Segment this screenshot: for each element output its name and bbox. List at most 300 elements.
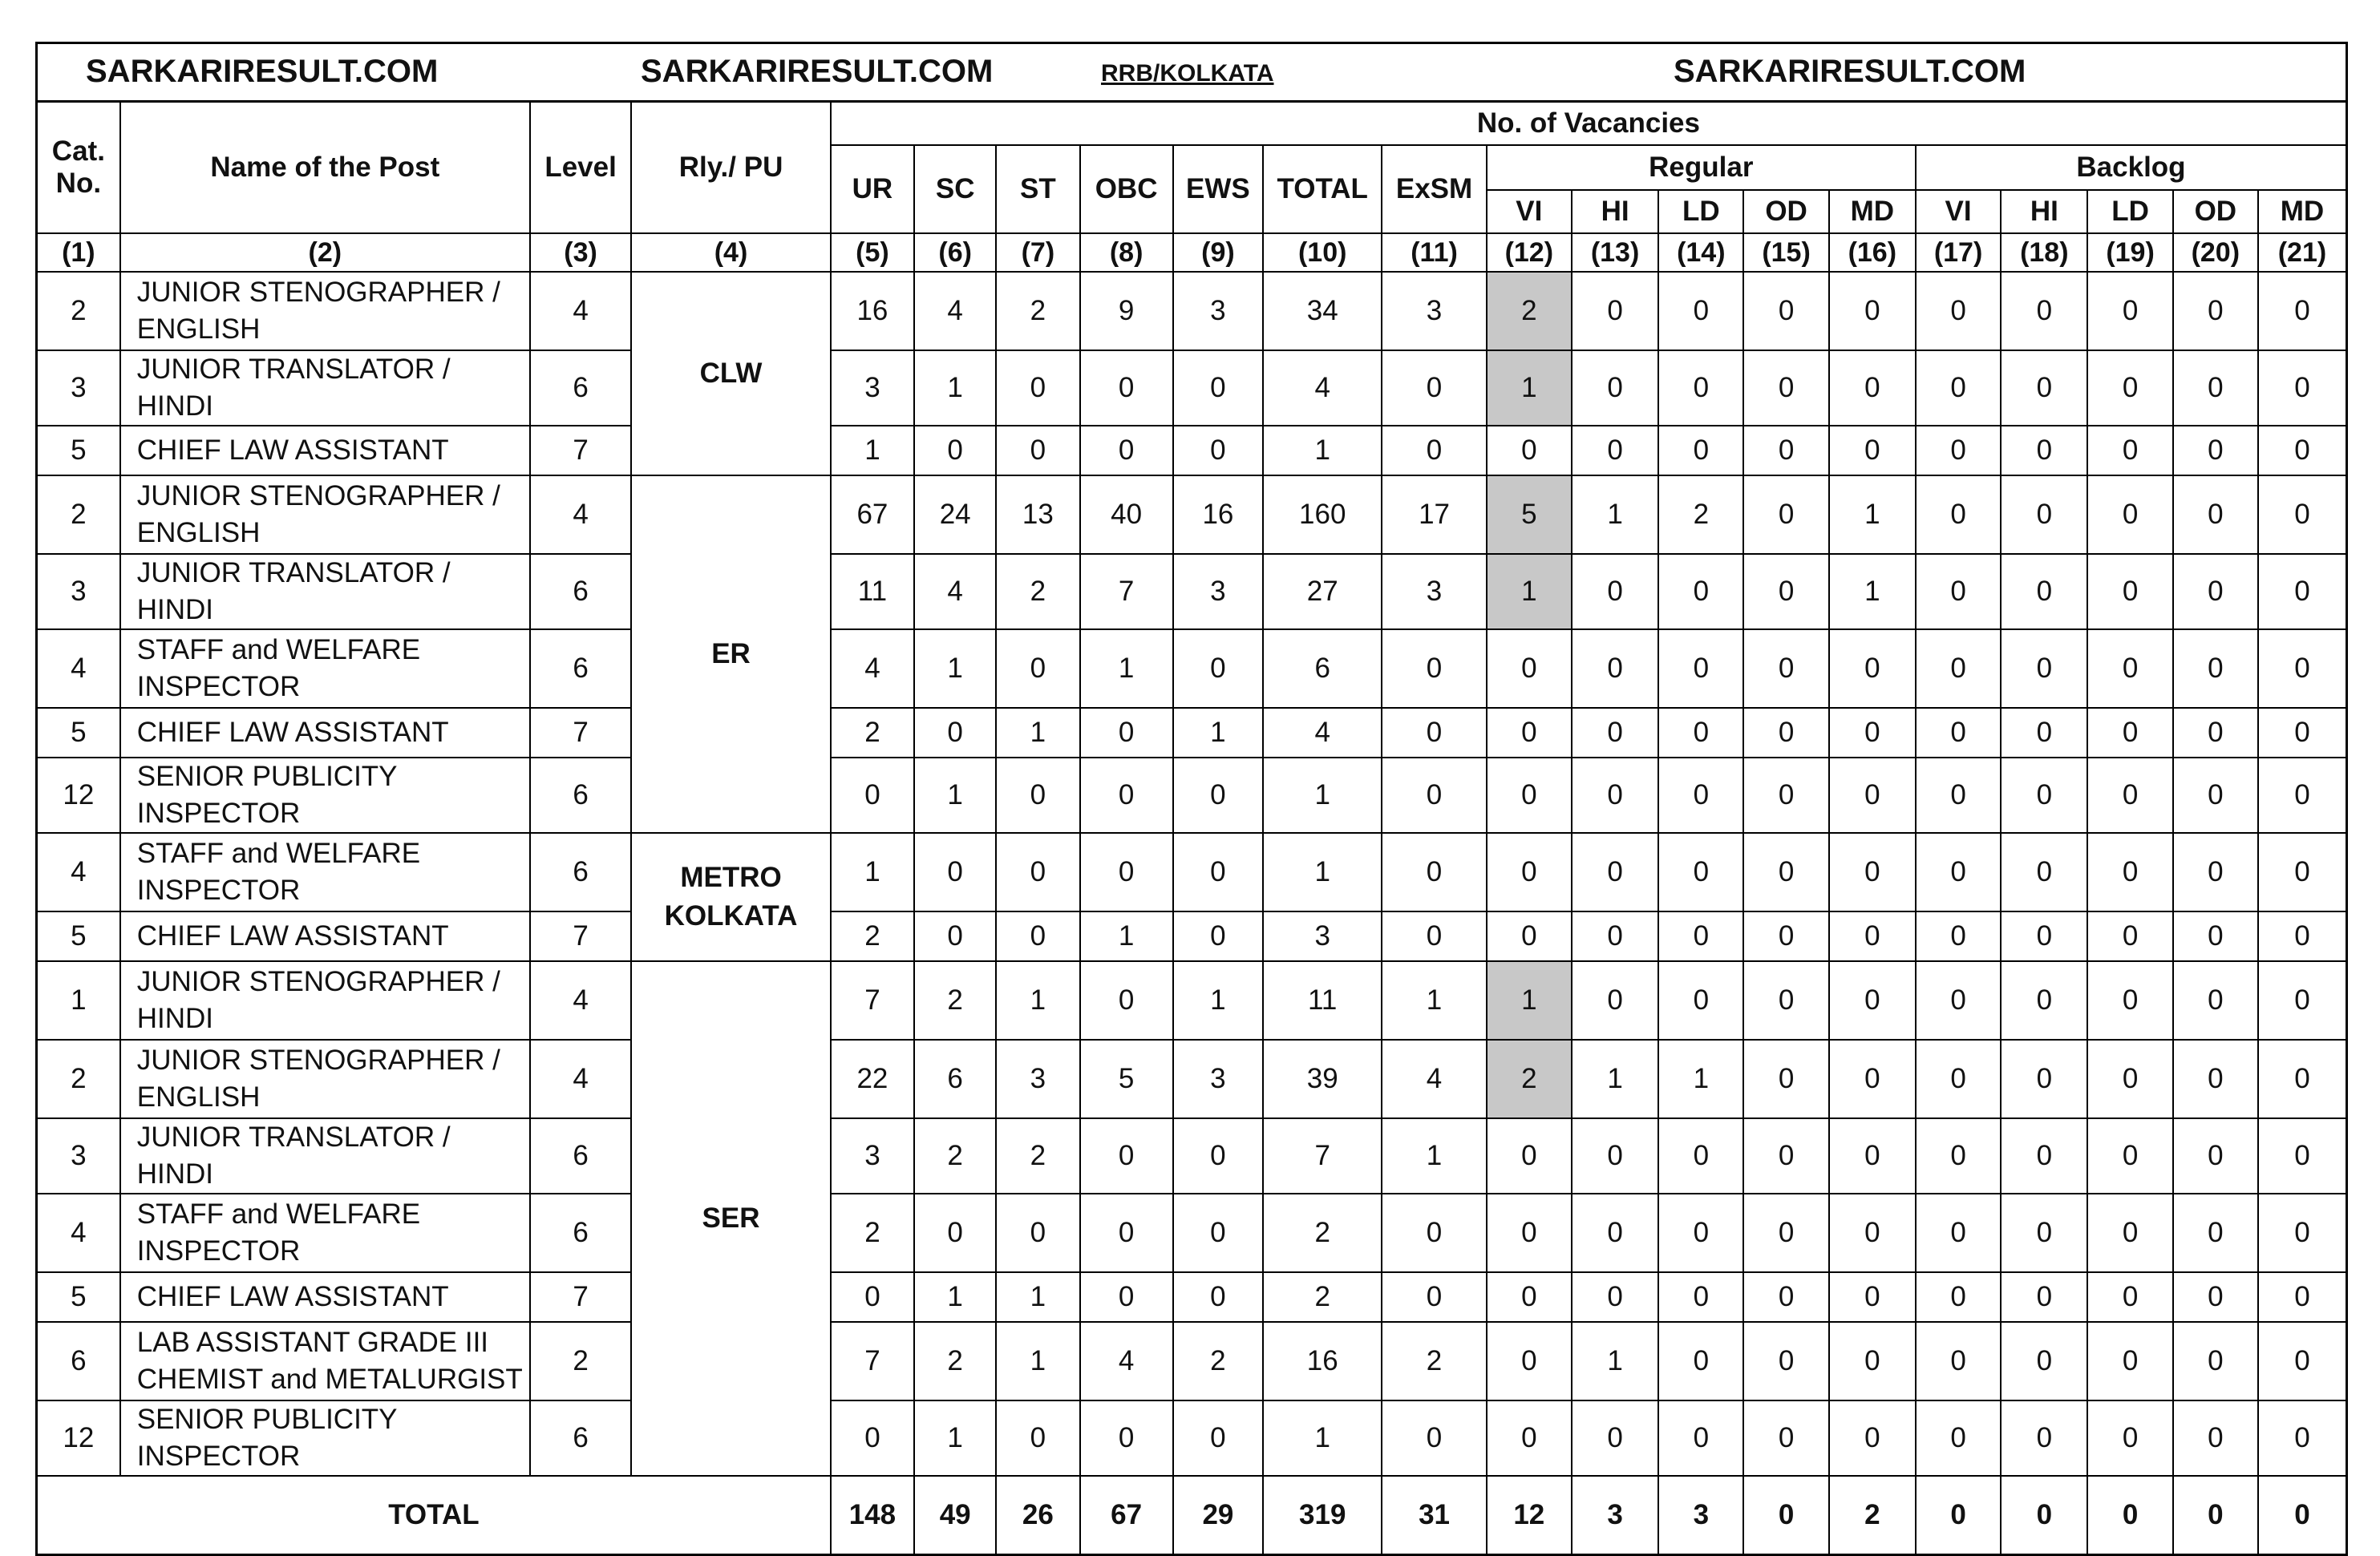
vacancy-cell: 0 [1916,758,2001,833]
cat-no-cell: 5 [37,426,120,475]
vacancy-cell: 0 [1173,350,1263,426]
vacancy-cell: 0 [2087,961,2172,1040]
vacancy-cell: 0 [1658,833,1743,911]
column-index: (3) [530,233,631,272]
post-name-cell: STAFF and WELFARE INSPECTOR [120,629,530,708]
cat-no-cell: 5 [37,1272,120,1322]
vacancy-cell: 0 [2258,272,2347,350]
vacancy-cell: 0 [1572,629,1658,708]
level-cell: 6 [530,1194,631,1272]
cat-no-cell: 4 [37,629,120,708]
vacancy-cell: 0 [2258,1040,2347,1118]
table-row [37,1194,2347,1272]
vacancy-cell: 1 [1658,1040,1743,1118]
vacancy-cell: 0 [1743,1040,1828,1118]
vacancy-cell: 0 [1829,833,1916,911]
vacancy-cell: 0 [2001,1272,2087,1322]
vacancy-cell: 0 [2001,1194,2087,1272]
post-name-cell: JUNIOR STENOGRAPHER / HINDI [120,961,530,1040]
vacancy-cell: 0 [2087,272,2172,350]
vacancy-cell: 0 [2001,350,2087,426]
total-label: TOTAL [37,1476,831,1555]
vacancy-cell: 1 [1263,1400,1382,1476]
vacancy-cell: 0 [1829,961,1916,1040]
total-cell: 67 [1080,1476,1173,1555]
vacancy-sheet [35,42,2348,1556]
vacancy-cell: 0 [1487,758,1572,833]
vacancy-cell: 0 [1173,911,1263,961]
vacancy-cell: 0 [1829,1400,1916,1476]
vacancy-cell: 0 [1572,758,1658,833]
vacancy-cell: 0 [2173,1040,2258,1118]
vacancy-cell: 0 [2087,554,2172,629]
total-cell: 3 [1658,1476,1743,1555]
vacancy-cell: 0 [1382,1400,1486,1476]
vacancy-cell: 0 [2258,1322,2347,1400]
vacancy-cell: 0 [1572,961,1658,1040]
vacancy-cell: 0 [2258,1272,2347,1322]
vacancy-cell: 2 [1263,1272,1382,1322]
vacancy-cell: 0 [1080,758,1173,833]
vacancy-cell: 0 [1080,426,1173,475]
vacancy-cell: 0 [1829,1272,1916,1322]
vacancy-cell: 2 [831,1194,914,1272]
vacancy-cell: 0 [2173,961,2258,1040]
vacancy-cell: 0 [1743,1194,1828,1272]
vacancy-cell: 0 [1829,426,1916,475]
vacancy-cell: 0 [1829,1040,1916,1118]
col-cat-no: Cat. No. [37,102,120,234]
vacancy-cell: 0 [1916,629,2001,708]
vacancy-cell: 0 [1743,1322,1828,1400]
col-sub-md: MD [1829,190,1916,233]
vacancy-cell: 0 [1382,758,1486,833]
cat-no-cell: 6 [37,1322,120,1400]
vacancy-cell: 0 [2173,911,2258,961]
vacancy-cell: 39 [1263,1040,1382,1118]
railway-cell: METRO KOLKATA [631,833,831,961]
vacancy-cell: 0 [1829,1322,1916,1400]
vacancy-cell: 7 [831,961,914,1040]
vacancy-cell: 3 [996,1040,1079,1118]
vacancy-cell: 0 [1916,554,2001,629]
column-index: (14) [1658,233,1743,272]
vacancy-cell: 0 [1658,708,1743,758]
table-row [37,1322,2347,1400]
vacancy-cell: 0 [996,426,1079,475]
vacancy-cell: 0 [1916,1118,2001,1194]
vacancy-cell: 1 [996,1272,1079,1322]
vacancy-cell: 1 [831,426,914,475]
vacancy-cell: 1 [1487,554,1572,629]
vacancy-cell: 2 [831,911,914,961]
vacancy-cell: 2 [1382,1322,1486,1400]
vacancy-cell: 0 [1743,426,1828,475]
post-name-cell: CHIEF LAW ASSISTANT [120,1272,530,1322]
vacancy-cell: 0 [1487,1322,1572,1400]
vacancy-cell: 0 [1658,426,1743,475]
vacancy-cell: 0 [2001,708,2087,758]
vacancy-cell: 4 [1382,1040,1486,1118]
brand-left: SARKARIRESULT.COM [86,54,439,89]
col-sub-ld: LD [1658,190,1743,233]
post-name-cell: JUNIOR TRANSLATOR / HINDI [120,1118,530,1194]
column-index: (9) [1173,233,1263,272]
vacancy-cell: 0 [1658,1400,1743,1476]
col-ur: UR [831,145,914,233]
vacancy-cell: 0 [1080,833,1173,911]
level-cell: 2 [530,1322,631,1400]
col-st: ST [996,145,1079,233]
vacancy-cell: 0 [1173,833,1263,911]
cat-no-cell: 12 [37,758,120,833]
vacancy-cell: 0 [1916,1400,2001,1476]
vacancy-cell: 1 [996,708,1079,758]
vacancy-cell: 0 [831,1272,914,1322]
column-index: (17) [1916,233,2001,272]
vacancy-cell: 0 [1487,911,1572,961]
vacancy-cell: 0 [1173,1400,1263,1476]
col-obc: OBC [1080,145,1173,233]
vacancy-cell: 1 [1572,475,1658,554]
vacancy-cell: 0 [2087,629,2172,708]
vacancy-cell: 0 [1382,833,1486,911]
vacancy-cell: 0 [1572,1400,1658,1476]
vacancy-cell: 0 [1173,1194,1263,1272]
vacancy-cell: 3 [1173,554,1263,629]
railway-cell: ER [631,475,831,833]
vacancy-cell: 1 [1572,1040,1658,1118]
vacancy-cell: 0 [1916,833,2001,911]
table-row [37,708,2347,758]
vacancy-cell: 3 [1382,554,1486,629]
vacancy-cell: 0 [1080,1272,1173,1322]
col-level: Level [530,102,631,234]
vacancy-cell: 0 [2087,1118,2172,1194]
vacancy-cell: 1 [1572,1322,1658,1400]
table-row [37,961,2347,1040]
vacancy-cell: 0 [1173,629,1263,708]
col-exsm: ExSM [1382,145,1486,233]
vacancy-cell: 0 [1658,1322,1743,1400]
col-railway: Rly./ PU [631,102,831,234]
vacancy-cell: 0 [1743,629,1828,708]
vacancy-cell: 0 [1829,350,1916,426]
vacancy-cell: 1 [914,350,996,426]
post-name-cell: SENIOR PUBLICITY INSPECTOR [120,758,530,833]
cat-no-cell: 4 [37,1194,120,1272]
vacancy-cell: 0 [1916,1040,2001,1118]
vacancy-cell: 0 [1829,629,1916,708]
vacancy-cell: 0 [1080,1194,1173,1272]
total-cell: 0 [1743,1476,1828,1555]
vacancy-cell: 0 [1572,833,1658,911]
vacancy-cell: 0 [2258,911,2347,961]
vacancy-cell: 0 [1572,426,1658,475]
vacancy-cell: 0 [1916,1194,2001,1272]
table-row [37,426,2347,475]
vacancy-cell: 0 [1173,426,1263,475]
vacancy-cell: 0 [1572,708,1658,758]
vacancy-cell: 0 [1916,272,2001,350]
vacancy-cell: 6 [1263,629,1382,708]
vacancy-cell: 0 [1572,554,1658,629]
vacancy-cell: 0 [1080,708,1173,758]
total-cell: 12 [1487,1476,1572,1555]
vacancy-cell: 0 [2001,1118,2087,1194]
vacancy-cell: 0 [1916,708,2001,758]
table-row [37,629,2347,708]
post-name-cell: JUNIOR STENOGRAPHER / ENGLISH [120,1040,530,1118]
vacancy-cell: 0 [2087,911,2172,961]
column-index: (5) [831,233,914,272]
vacancy-cell: 0 [2258,1400,2347,1476]
col-sub-md: MD [2258,190,2347,233]
vacancy-cell: 0 [2258,758,2347,833]
column-index: (1) [37,233,120,272]
vacancy-cell: 0 [1382,426,1486,475]
cat-no-cell: 3 [37,1118,120,1194]
col-sub-vi: VI [1916,190,2001,233]
vacancy-cell: 0 [1487,708,1572,758]
post-name-cell: JUNIOR STENOGRAPHER / ENGLISH [120,272,530,350]
vacancy-cell: 0 [914,911,996,961]
vacancy-cell: 0 [996,911,1079,961]
table-row [37,475,2347,554]
vacancy-cell: 0 [1743,475,1828,554]
table-row [37,758,2347,833]
vacancy-cell: 0 [2173,1194,2258,1272]
vacancy-cell: 3 [831,1118,914,1194]
vacancy-cell: 0 [1572,350,1658,426]
total-cell: 2 [1829,1476,1916,1555]
vacancy-cell: 0 [1829,1118,1916,1194]
vacancy-cell: 0 [2258,1118,2347,1194]
column-index: (18) [2001,233,2087,272]
vacancy-cell: 7 [1080,554,1173,629]
vacancy-cell: 0 [1080,1118,1173,1194]
col-sub-hi: HI [1572,190,1658,233]
column-index: (11) [1382,233,1486,272]
vacancy-cell: 0 [914,426,996,475]
vacancy-cell: 0 [2173,554,2258,629]
cat-no-cell: 2 [37,475,120,554]
column-index: (2) [120,233,530,272]
vacancy-cell: 16 [1173,475,1263,554]
vacancy-cell: 67 [831,475,914,554]
vacancy-cell: 4 [1263,350,1382,426]
column-index: (8) [1080,233,1173,272]
vacancy-cell: 0 [2258,1194,2347,1272]
vacancy-cell: 0 [2001,1322,2087,1400]
vacancy-cell: 0 [1173,1272,1263,1322]
vacancy-cell: 0 [2258,961,2347,1040]
level-cell: 7 [530,911,631,961]
vacancy-cell: 0 [2087,708,2172,758]
vacancy-cell: 1 [1382,1118,1486,1194]
vacancy-cell: 0 [1743,708,1828,758]
vacancy-cell: 1 [996,1322,1079,1400]
column-index: (13) [1572,233,1658,272]
total-cell: 3 [1572,1476,1658,1555]
vacancy-cell: 1 [1173,708,1263,758]
vacancy-cell: 0 [2258,629,2347,708]
vacancy-cell: 1 [1829,475,1916,554]
vacancy-cell: 0 [2173,1322,2258,1400]
vacancy-cell: 5 [1487,475,1572,554]
vacancy-cell: 0 [1916,911,2001,961]
vacancy-cell: 2 [1487,272,1572,350]
vacancy-cell: 0 [2173,350,2258,426]
cat-no-cell: 2 [37,1040,120,1118]
railway-cell: CLW [631,272,831,475]
vacancy-cell: 0 [2173,1118,2258,1194]
col-ews: EWS [1173,145,1263,233]
vacancy-cell: 0 [2173,426,2258,475]
vacancy-cell: 0 [2087,475,2172,554]
vacancy-cell: 0 [2087,426,2172,475]
total-cell: 49 [914,1476,996,1555]
vacancy-cell: 0 [2001,554,2087,629]
vacancy-cell: 3 [1173,1040,1263,1118]
vacancy-cell: 2 [996,1118,1079,1194]
vacancy-cell: 0 [2001,961,2087,1040]
vacancy-cell: 0 [2087,1272,2172,1322]
vacancy-cell: 0 [2001,272,2087,350]
vacancy-cell: 27 [1263,554,1382,629]
total-cell: 0 [2001,1476,2087,1555]
vacancy-cell: 0 [1916,475,2001,554]
vacancy-cell: 0 [2001,1040,2087,1118]
vacancy-cell: 0 [1829,708,1916,758]
level-cell: 4 [530,1040,631,1118]
vacancy-cell: 0 [2258,350,2347,426]
vacancy-cell: 0 [1487,1272,1572,1322]
vacancy-cell: 0 [2173,629,2258,708]
col-sub-od: OD [1743,190,1828,233]
level-cell: 6 [530,758,631,833]
vacancy-cell: 40 [1080,475,1173,554]
vacancy-cell: 0 [1382,911,1486,961]
table-row [37,1118,2347,1194]
vacancy-cell: 0 [996,758,1079,833]
post-name-cell: LAB ASSISTANT GRADE III CHEMIST and METALURGIST [120,1322,530,1400]
vacancy-cell: 1 [1829,554,1916,629]
vacancy-cell: 0 [1658,350,1743,426]
vacancy-cell: 0 [831,1400,914,1476]
col-regular: Regular [1487,145,1916,190]
vacancy-cell: 1 [1263,758,1382,833]
vacancy-cell: 1 [914,758,996,833]
vacancy-cell: 0 [1658,1118,1743,1194]
cat-no-cell: 1 [37,961,120,1040]
vacancy-cell: 2 [914,1322,996,1400]
vacancy-cell: 4 [1263,708,1382,758]
vacancy-cell: 3 [1263,911,1382,961]
vacancy-cell: 0 [1173,1118,1263,1194]
col-sc: SC [914,145,996,233]
vacancy-cell: 0 [2087,758,2172,833]
vacancy-cell: 0 [1829,758,1916,833]
vacancy-cell: 1 [1263,426,1382,475]
vacancy-cell: 0 [1743,1272,1828,1322]
vacancy-cell: 0 [2173,475,2258,554]
table-row [37,1400,2347,1476]
level-cell: 7 [530,708,631,758]
vacancy-cell: 0 [1572,1194,1658,1272]
vacancy-cell: 0 [1829,911,1916,961]
vacancy-cell: 0 [1080,961,1173,1040]
vacancy-cell: 0 [1829,1194,1916,1272]
table-row [37,554,2347,629]
vacancy-cell: 0 [1743,911,1828,961]
table-row [37,350,2347,426]
vacancy-cell: 0 [1487,1400,1572,1476]
vacancy-table [35,100,2348,1556]
vacancy-cell: 0 [1572,1118,1658,1194]
vacancy-cell: 1 [996,961,1079,1040]
vacancy-cell: 0 [2258,708,2347,758]
vacancy-cell: 16 [1263,1322,1382,1400]
col-post-name: Name of the Post [120,102,530,234]
vacancy-cell: 0 [1572,911,1658,961]
vacancy-cell: 0 [2258,475,2347,554]
col-sub-hi: HI [2001,190,2087,233]
total-cell: 0 [1916,1476,2001,1555]
vacancy-cell: 1 [1263,833,1382,911]
brand-right: SARKARIRESULT.COM [1674,54,2026,89]
vacancy-cell: 0 [1658,961,1743,1040]
cat-no-cell: 12 [37,1400,120,1476]
total-cell: 0 [2258,1476,2347,1555]
vacancy-cell: 0 [2173,833,2258,911]
vacancy-cell: 0 [1572,1272,1658,1322]
brand-middle: SARKARIRESULT.COM [641,54,994,89]
vacancy-cell: 0 [1916,1322,2001,1400]
vacancy-cell: 0 [2001,758,2087,833]
column-index: (16) [1829,233,1916,272]
table-row [37,833,2347,911]
cat-no-cell: 5 [37,911,120,961]
level-cell: 7 [530,1272,631,1322]
vacancy-cell: 0 [1658,554,1743,629]
vacancy-cell: 4 [914,554,996,629]
vacancy-cell: 0 [2258,554,2347,629]
vacancy-cell: 0 [2258,833,2347,911]
vacancy-cell: 0 [1743,1118,1828,1194]
table-row [37,1040,2347,1118]
column-index: (10) [1263,233,1382,272]
vacancy-cell: 0 [1382,629,1486,708]
level-cell: 4 [530,272,631,350]
post-name-cell: STAFF and WELFARE INSPECTOR [120,833,530,911]
vacancy-cell: 1 [1080,629,1173,708]
vacancy-cell: 0 [2087,1040,2172,1118]
vacancy-cell: 3 [1173,272,1263,350]
vacancy-cell: 0 [1743,554,1828,629]
vacancy-cell: 0 [2001,426,2087,475]
col-sub-vi: VI [1487,190,1572,233]
total-cell: 29 [1173,1476,1263,1555]
post-name-cell: JUNIOR STENOGRAPHER / ENGLISH [120,475,530,554]
vacancy-cell: 6 [914,1040,996,1118]
vacancy-cell: 7 [1263,1118,1382,1194]
vacancy-cell: 0 [831,758,914,833]
cat-no-cell: 5 [37,708,120,758]
post-name-cell: CHIEF LAW ASSISTANT [120,911,530,961]
vacancy-cell: 0 [2173,758,2258,833]
vacancy-cell: 0 [1743,833,1828,911]
